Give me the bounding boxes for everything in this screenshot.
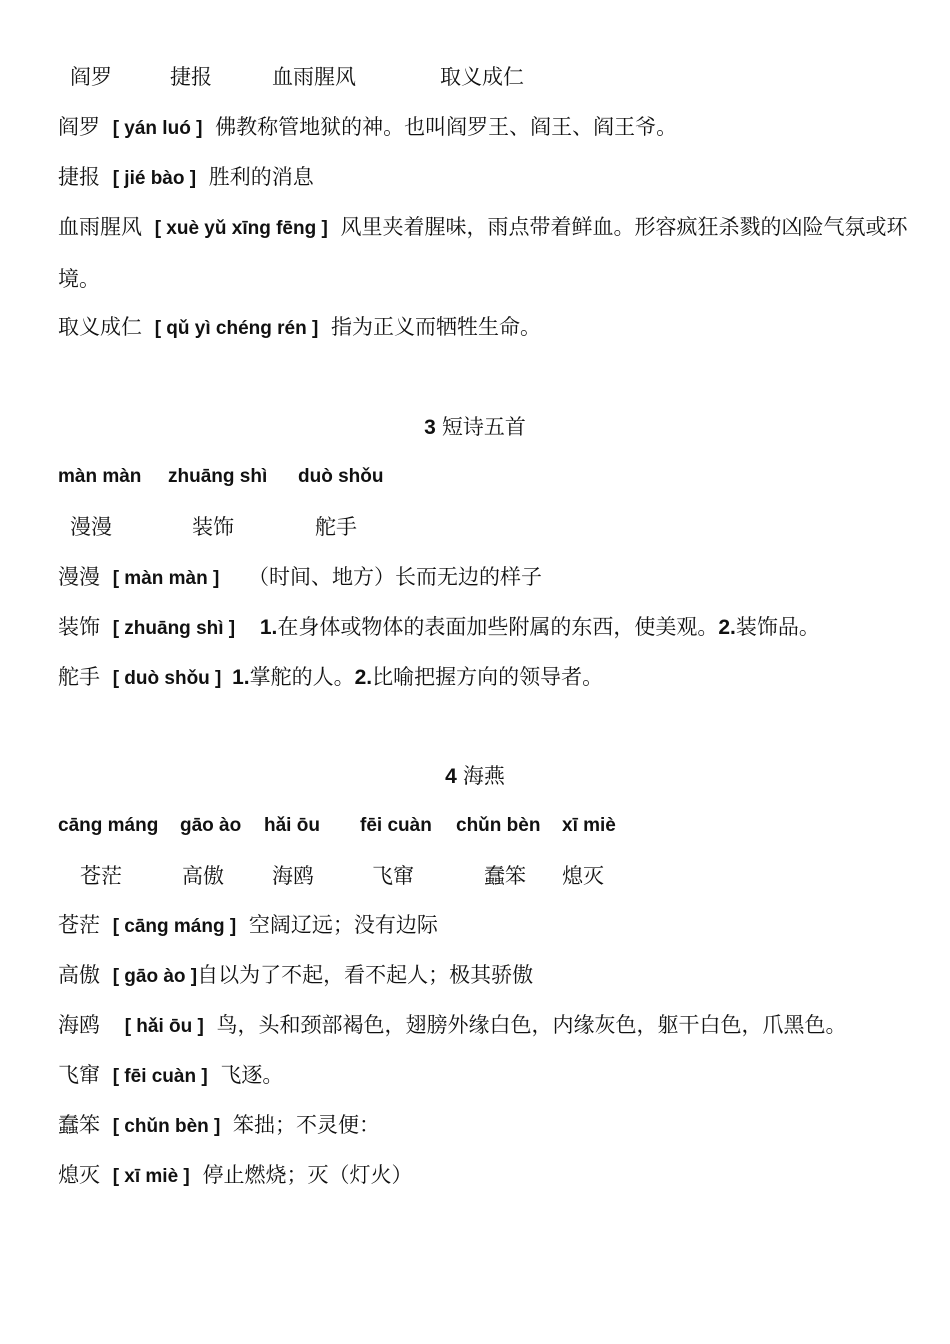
word: 海鸥 (272, 864, 314, 888)
definition-number: 2. (354, 666, 373, 689)
pinyin: hǎi ōu (264, 815, 320, 836)
word: 漫漫 (70, 515, 112, 539)
entry (58, 910, 910, 942)
entry-word: 捷报 (58, 165, 100, 189)
pinyin: fēi cuàn (360, 815, 432, 836)
word: 熄灭 (562, 864, 604, 888)
entry-definition: 在身体或物体的表面加些附属的东西，使美观。 (277, 615, 719, 639)
entry (58, 1060, 910, 1092)
pinyin: duò shǒu (298, 466, 384, 487)
entry-word: 蠢笨 (58, 1113, 100, 1137)
pinyin: cāng máng (58, 815, 159, 836)
word: 捷报 (170, 65, 212, 89)
entry-definition: 指为正义而牺牲生命。 (331, 315, 541, 339)
entry-pinyin: [ zhuāng shì ] (112, 618, 236, 639)
entry-definition: （时间、地方）长而无边的样子 (248, 565, 542, 589)
word: 血雨腥风 (272, 65, 356, 89)
entry (58, 612, 910, 644)
definition-number: 2. (718, 616, 736, 639)
entry-definition: 风里夹着腥味，雨点带着鲜血。形容疯狂杀戮的凶险气氛或环境。 (58, 215, 908, 291)
section-name: 海燕 (462, 764, 505, 788)
pinyin: gāo ào (180, 815, 242, 836)
entry-definition: 笨拙；不灵便： (233, 1113, 381, 1137)
entry (58, 960, 910, 992)
section-name: 短诗五首 (441, 415, 526, 439)
word: 阎罗 (70, 65, 112, 89)
entry (58, 662, 910, 694)
entry-word: 苍茫 (58, 913, 100, 937)
section-title (0, 412, 950, 443)
entry-pinyin: [ yán luó ] (112, 118, 203, 139)
entry-definition: 佛教称管地狱的神。也叫阎罗王、阎王、阎王爷。 (215, 115, 678, 139)
pinyin: chǔn bèn (456, 815, 541, 836)
entry-word: 海鸥 (58, 1013, 100, 1037)
entry-word: 阎罗 (58, 115, 100, 139)
entry-word: 舵手 (58, 665, 100, 689)
entry-word: 高傲 (58, 963, 100, 987)
entry-pinyin: [ duò shǒu ] (112, 668, 222, 689)
definition-number: 1. (259, 616, 278, 639)
entry (58, 1160, 910, 1192)
entry (58, 162, 910, 194)
entry-definition: 空阔辽远；没有边际 (248, 913, 438, 937)
pinyin: màn màn (58, 466, 142, 487)
entry (58, 1110, 910, 1142)
entry-word: 飞窜 (58, 1063, 100, 1087)
entry-definition: 掌舵的人。 (249, 665, 355, 689)
entry-definition: 装饰品。 (735, 615, 820, 639)
word: 装饰 (192, 515, 234, 539)
entry-definition: 飞逐。 (220, 1063, 284, 1087)
word: 苍茫 (80, 864, 122, 888)
word: 高傲 (182, 864, 224, 888)
entry-pinyin: [ jié bào ] (112, 168, 197, 189)
word: 取义成仁 (440, 65, 524, 89)
section-number: 3 (424, 416, 436, 439)
pinyin: zhuāng shì (168, 466, 268, 487)
section-title (0, 761, 950, 792)
entry-pinyin: [ màn màn ] (112, 568, 220, 589)
entry-definition: 胜利的消息 (208, 165, 314, 189)
definition-number: 1. (232, 666, 250, 689)
entry-pinyin: [ xī miè ] (112, 1166, 190, 1187)
entry-pinyin: [ qǔ yì chéng rén ] (154, 318, 319, 339)
pinyin: xī miè (562, 815, 616, 836)
entry-definition: 比喻把握方向的领导者。 (372, 665, 604, 689)
entry (58, 312, 910, 344)
entry (58, 1010, 910, 1042)
entry-pinyin: [ xuè yǔ xīng fēng ] (154, 218, 328, 239)
entry-word: 熄灭 (58, 1163, 100, 1187)
entry-word: 漫漫 (58, 565, 100, 589)
section-number: 4 (445, 765, 457, 788)
word: 舵手 (315, 515, 357, 539)
entry-word: 装饰 (58, 615, 100, 639)
entry-pinyin: [ hǎi ōu ] (124, 1016, 204, 1037)
entry-word: 血雨腥风 (58, 215, 142, 239)
entry-definition: 鸟，头和颈部褐色，翅膀外缘白色，内缘灰色，躯干白色，爪黑色。 (216, 1013, 847, 1037)
entry-word: 取义成仁 (58, 315, 142, 339)
word: 飞窜 (372, 864, 414, 888)
entry-definition: 停止燃烧；灭（灯火） (202, 1163, 413, 1187)
word: 蠢笨 (484, 864, 526, 888)
entry-pinyin: [ chǔn bèn ] (112, 1116, 221, 1137)
entry-pinyin: [ cāng máng ] (112, 916, 237, 937)
entry-pinyin: [ gāo ào ] (112, 966, 198, 987)
entry (58, 112, 910, 144)
entry-pinyin: [ fēi cuàn ] (112, 1066, 208, 1087)
entry (58, 202, 910, 304)
entry-definition: 自以为了不起，看不起人；极其骄傲 (197, 963, 534, 987)
entry (58, 562, 910, 594)
